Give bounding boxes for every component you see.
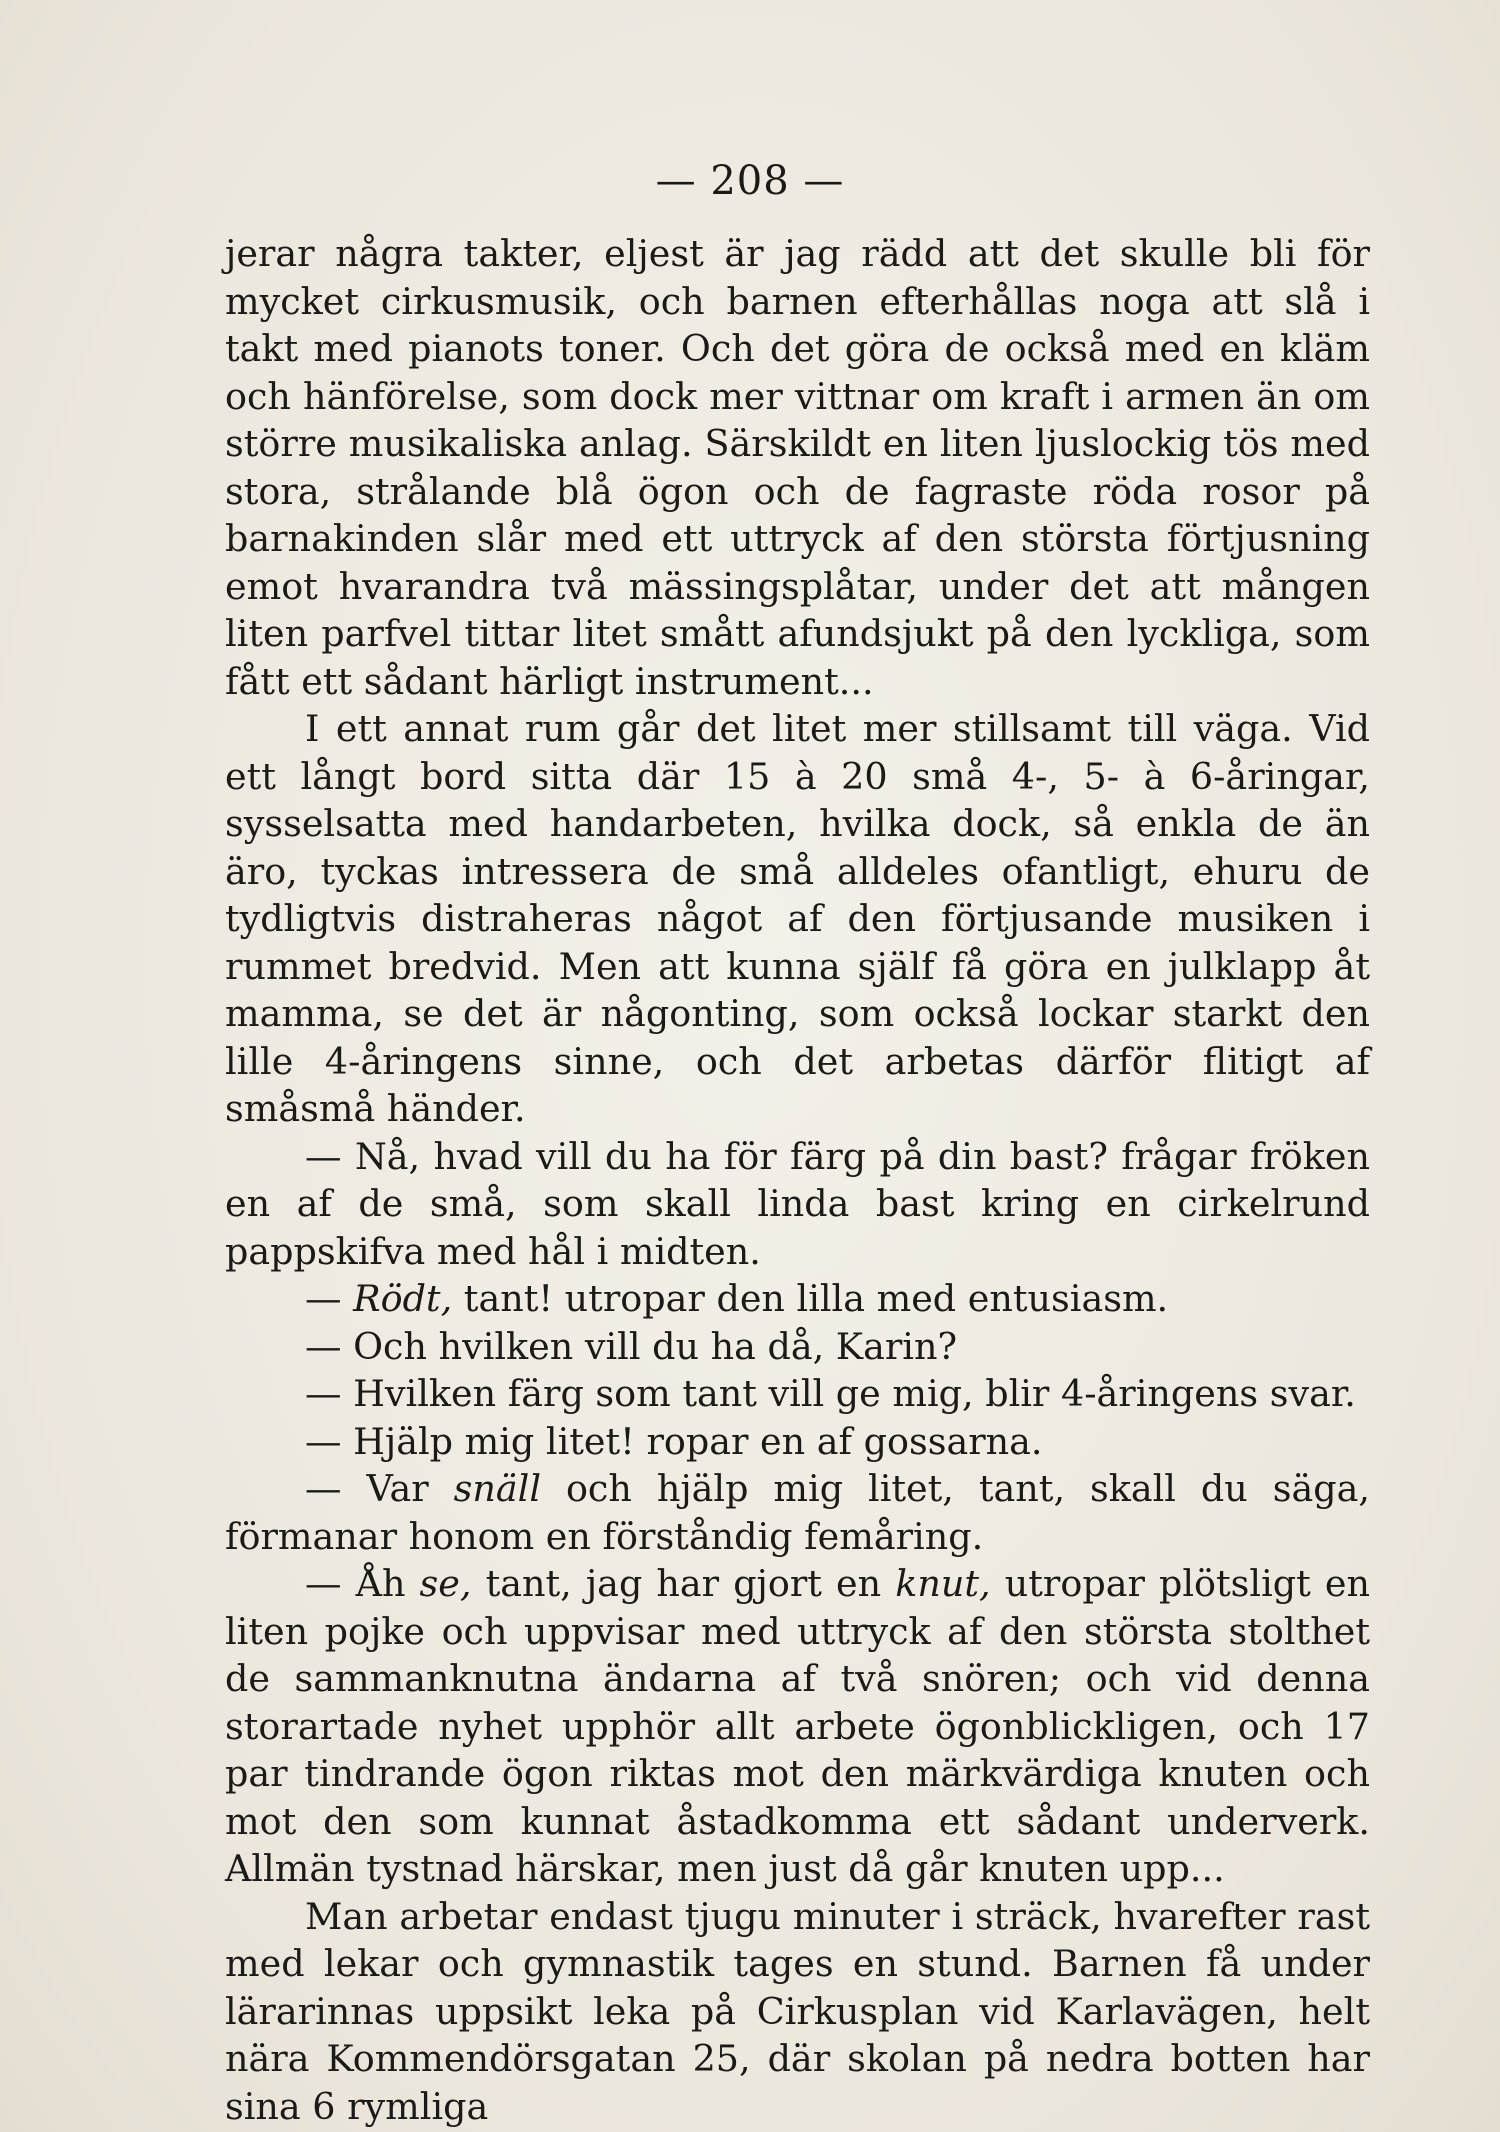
text-run: utropar plötsligt en liten pojke och uppvisar med uttryck af den största stolthet de sammanknutna ändarna af två snören; och vid denna storartade nyhet upphör allt arbete ögonblickligen, och 17 par tindrande ögon riktas mot den märkvärdiga knuten och mot den som kunnat åstadkomma ett sådant underverk. Allmän tystnad härskar, men just då går knuten upp... bbox=[225, 1562, 1370, 1890]
text-run: — Var bbox=[305, 1467, 454, 1510]
page-number: — 208 — bbox=[655, 158, 845, 204]
italic-text: se, bbox=[419, 1562, 472, 1605]
text-run: och hjälp mig litet, tant, skall du säga, förmanar honom en förståndig femåring. bbox=[225, 1467, 1370, 1558]
paragraph: jerar några takter, eljest är jag rädd att det skulle bli för mycket cirkusmusik, och barnen efterhållas noga att slå i takt med pianots toner. Och det göra de också med en kläm och hänförelse, som dock mer vittnar om kraft i armen än om större musikaliska anlag. Särskildt en liten ljuslockig tös med stora, strålande blå ögon och de fagraste röda rosor på barnakinden slår med ett uttryck af den största förtjusning emot hvarandra två mässingsplåtar, under det att mången liten parfvel tittar litet smått afundsjukt på den lyckliga, som fått ett sådant härligt instrument... bbox=[225, 232, 1370, 703]
dialog-paragraph bbox=[225, 1560, 1370, 1893]
italic-text: snäll bbox=[453, 1467, 541, 1510]
text-run: tant, jag har gjort en bbox=[471, 1562, 896, 1605]
paragraph: I ett annat rum går det litet mer stillsamt till väga. Vid ett långt bord sitta där 15 à 20 små 4-, 5- à 6-åringar, sysselsatta med handarbeten, hvilka dock, så enkla de än äro, tyckas intressera de små alldeles ofantligt, ehuru de tydligtvis distraheras något af den förtjusande musiken i rummet bredvid. Men att kunna själf få göra en julklapp åt mamma, se det är någonting, som också lockar starkt den lille 4-åringens sinne, och det arbetas därför flitigt af småsmå händer. bbox=[225, 707, 1370, 1130]
dialog-paragraph: — Hvilken färg som tant vill ge mig, blir 4-åringens svar. bbox=[305, 1372, 1356, 1415]
italic-text: Rödt, bbox=[353, 1277, 453, 1320]
dialog-paragraph: — Nå, hvad vill du ha för färg på din bast? frågar fröken en af de små, som skall linda bast kring en cirkelrund pappskifva med hål i midten. bbox=[225, 1134, 1370, 1273]
dialog-paragraph: — Hjälp mig litet! ropar en af gossarna. bbox=[305, 1419, 1043, 1463]
text-run: — Åh bbox=[305, 1562, 420, 1605]
dialog-paragraph bbox=[225, 1275, 1370, 1323]
paragraph: Man arbetar endast tjugu minuter i sträck, hvarefter rast med lekar och gymnastik tages en stund. Barnen få under lärarinnas uppsikt leka på Cirkusplan vid Karlavägen, helt nära Kommendörsgatan 25, där skolan på nedra botten har sina 6 rymliga bbox=[225, 1894, 1370, 2128]
text-run: — bbox=[305, 1277, 354, 1320]
italic-text: knut, bbox=[895, 1562, 991, 1605]
dialog-paragraph bbox=[225, 1465, 1370, 1560]
body-text bbox=[225, 230, 1370, 2130]
text-run: tant! utropar den lilla med entusiasm. bbox=[452, 1277, 1169, 1320]
dialog-paragraph: — Och hvilken vill du ha då, Karin? bbox=[305, 1324, 958, 1368]
